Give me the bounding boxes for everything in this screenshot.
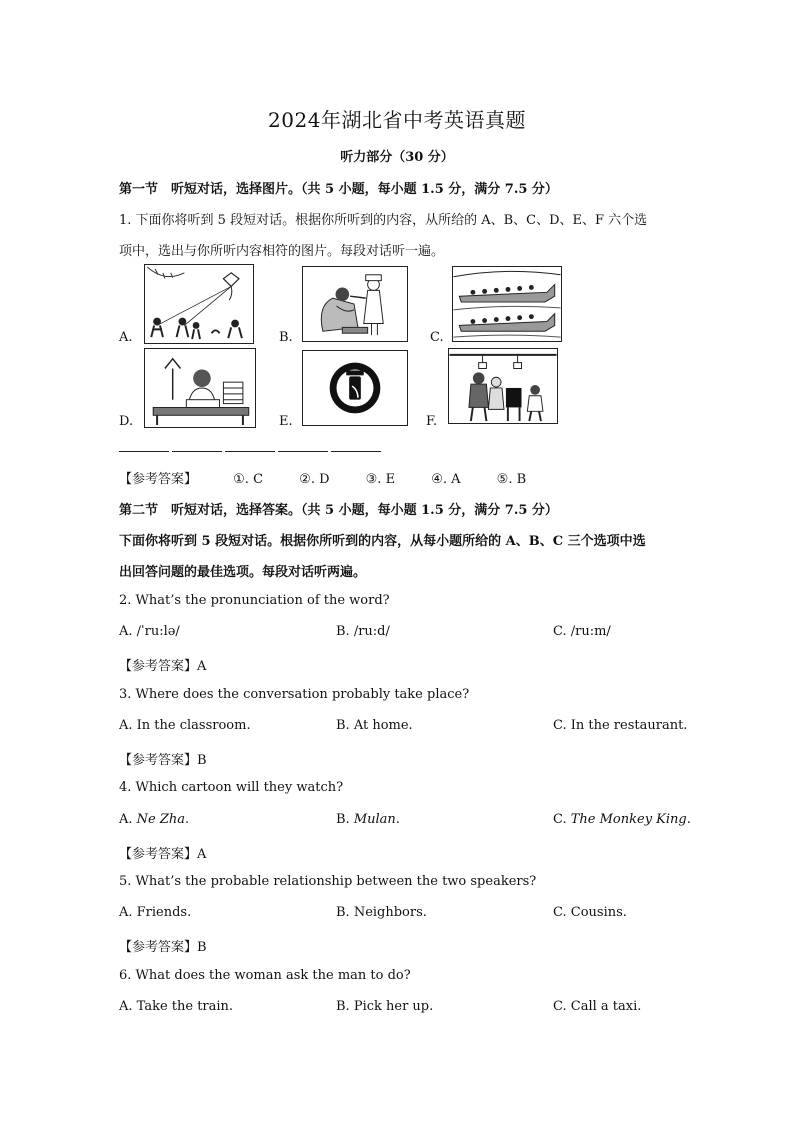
q2-option-a[interactable]: A. /ˈru:lə/ <box>119 624 180 639</box>
dragon-boat-race-picture <box>452 266 562 342</box>
question-2: 2. What’s the pronunciation of the word? <box>119 593 390 608</box>
q2-option-b[interactable]: B. /ru:d/ <box>336 624 390 639</box>
q4-option-b-letter: B. <box>336 812 354 827</box>
answer-blank-3[interactable] <box>225 443 275 452</box>
student-studying-at-desk-picture <box>144 348 256 428</box>
q5-option-c[interactable]: C. Cousins. <box>553 905 627 920</box>
q6-option-a[interactable]: A. Take the train. <box>119 999 234 1014</box>
q4-answer: 【参考答案】A <box>119 847 207 862</box>
q5-option-a[interactable]: A. Friends. <box>119 905 192 920</box>
q4-option-c-letter: C. <box>553 812 571 827</box>
section2-heading: 第二节 听短对话，选择答案。（共 5 小题，每小题 1.5 分，满分 7.5 分） <box>119 503 558 518</box>
listening-subtitle: 听力部分（30 分） <box>340 150 454 165</box>
answer-blank-2[interactable] <box>172 443 222 452</box>
answer-item-4: ④. A <box>431 472 461 487</box>
q2-option-c[interactable]: C. /ru:m/ <box>553 624 611 639</box>
section1-heading: 第一节 听短对话，选择图片。（共 5 小题，每小题 1.5 分，满分 7.5 分） <box>119 182 558 197</box>
q4-option-c-period: . <box>686 812 691 827</box>
q6-option-b[interactable]: B. Pick her up. <box>336 999 434 1014</box>
answer-item-3: ③. E <box>365 472 396 487</box>
q3-option-a[interactable]: A. In the classroom. <box>119 718 251 733</box>
question-6: 6. What does the woman ask the man to do? <box>119 968 411 983</box>
answer-item-1: ①. C <box>233 472 264 487</box>
q3-option-c[interactable]: C. In the restaurant. <box>553 718 688 733</box>
question-4: 4. Which cartoon will they watch? <box>119 780 344 795</box>
page-title: 2024年湖北省中考英语真题 <box>268 108 526 132</box>
section1-instruction-1: 1. 下面你将听到 5 段短对话。根据你所听到的内容，从所给的 A、B、C、D、E、F 六个选 <box>119 213 648 228</box>
dentist-patient-picture <box>302 266 408 342</box>
q4-option-c[interactable] <box>553 812 691 827</box>
q4-option-a-letter: A. <box>119 812 137 827</box>
picture-b-label: B. <box>279 330 293 345</box>
q4-option-a[interactable] <box>119 812 189 827</box>
question-3: 3. Where does the conversation probably take place? <box>119 687 470 702</box>
q4-option-a-period: . <box>185 812 190 827</box>
section2-instruction-2: 出回答问题的最佳选项。每段对话听两遍。 <box>119 565 367 580</box>
giving-seat-on-bus-picture <box>448 348 558 424</box>
q2-answer: 【参考答案】A <box>119 659 207 674</box>
section2-instruction-1: 下面你将听到 5 段短对话。根据你所听到的内容，从每小题所给的 A、B、C 三个选项中选 <box>119 534 646 549</box>
q6-option-c[interactable]: C. Call a taxi. <box>553 999 642 1014</box>
picture-a-label: A. <box>119 330 133 345</box>
q3-option-b[interactable]: B. At home. <box>336 718 413 733</box>
answer-label: 【参考答案】 <box>119 472 198 487</box>
q4-option-b[interactable] <box>336 812 400 827</box>
answer-blank-4[interactable] <box>278 443 328 452</box>
q4-option-c-title: The Monkey King <box>570 812 687 827</box>
q4-option-a-title: Ne Zha <box>136 812 186 827</box>
answer-blanks <box>119 443 381 452</box>
answer-item-5: ⑤. B <box>496 472 527 487</box>
picture-c-label: C. <box>430 330 444 345</box>
answer-blank-5[interactable] <box>331 443 381 452</box>
q5-answer: 【参考答案】B <box>119 940 207 955</box>
picture-d-label: D. <box>119 414 134 429</box>
q4-option-b-period: . <box>395 812 400 827</box>
section1-answer-row <box>119 468 526 487</box>
answer-item-2: ②. D <box>299 472 330 487</box>
picture-e-label: E. <box>279 414 293 429</box>
section1-instruction-2: 项中，选出与你所听内容相符的图片。每段对话听一遍。 <box>119 244 445 259</box>
q4-option-b-title: Mulan <box>353 812 396 827</box>
no-smoking-sign-picture <box>302 350 408 426</box>
q3-answer: 【参考答案】B <box>119 753 207 768</box>
q5-option-b[interactable]: B. Neighbors. <box>336 905 427 920</box>
answer-blank-1[interactable] <box>119 443 169 452</box>
question-5: 5. What’s the probable relationship between the two speakers? <box>119 874 537 889</box>
picture-f-label: F. <box>426 414 438 429</box>
kite-flying-children-picture <box>144 264 254 344</box>
